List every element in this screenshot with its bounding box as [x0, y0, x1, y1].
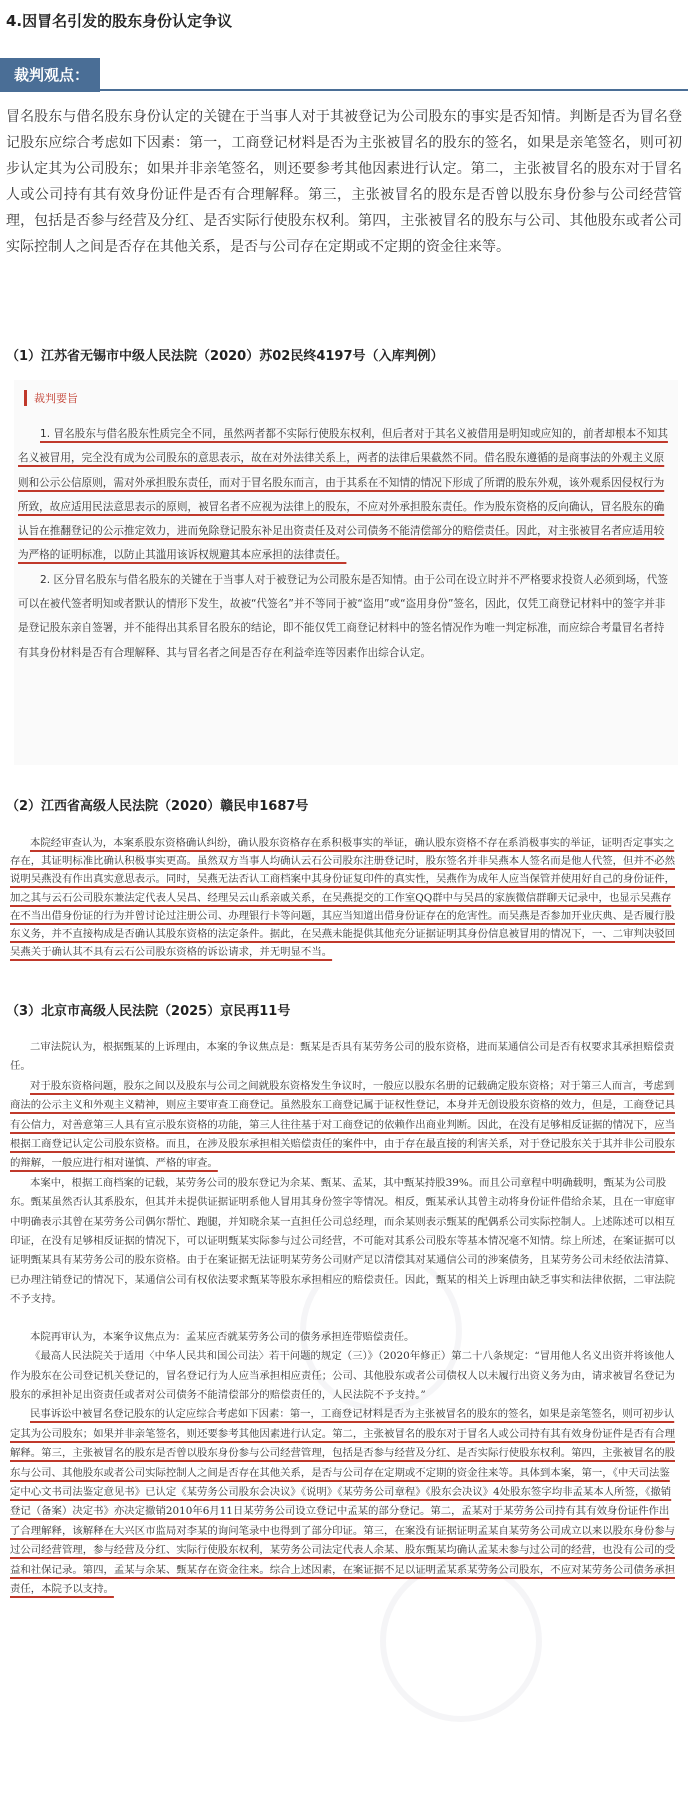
case3-p5: 《最高人民法院关于适用〈中华人民共和国公司法〉若干问题的规定（三）》（2020年修正）第二十八条规定：“冒用他人名义出资并将该他人作为股东在公司登记机关登记的，冒名登记行为人应当承担相应责任；公司、其他股东或者公司债权人以未履行出资义务为由，请求被冒名登记为股东的承担补足出资责任或者对公司债务不能清偿部分的赔偿责任的，人民法院不予支持。” — [10, 1350, 675, 1401]
case3-heading: （3）北京市高级人民法院（2025）京民再11号 — [6, 1004, 291, 1019]
case2-text: 本院经审查认为，本案系股东资格确认纠纷，确认股东资格存在系积极事实的举证，确认股东资格不存在系消极事实的举证，证明否定事实之存在，其证明标准比确认积极事实更高。虽然双方当事人均确认云石公司股东注册登记时，股东签名并非吴燕本人签名而是他人代签，但并不必然说明吴燕没有作出真实意思表示。同时，吴燕无法否认工商档案中其身份证复印件的真实性，吴燕作为成年人应当保管并使用好自己的身份证件，加之其与云石公司股东兼法定代表人吴昌、经理吴云山系亲戚关系，在吴燕提交的工作室QQ群中与吴昌的家族微信群聊天记录中，也显示吴燕存在不当出借身份证的行为并曾讨论过注册公司、办理银行卡等问题，其应当知道出借身份证存在的危害性。而吴燕是否参加开业庆典、是否履行股东义务，并不直接构成是否确认其股东资格的法定条件。据此，在吴燕未能提供其他充分证据证明其身份信息被冒用的情况下，一、二审判决驳回吴燕关于确认其不具有云石公司股东资格的诉讼请求，并无明显不当。 — [10, 837, 675, 959]
case1-card — [14, 380, 678, 765]
case1-point-2: 2. 区分冒名股东与借名股东的关键在于当事人对于被登记为公司股东是否知情。由于公司在设立时并不严格要求投资人必须到场，代签可以在被代签者明知或者默认的情形下发生，故被“代签名”并不等同于被“盗用”或“盗用身份”签名，因此，仅凭工商登记材料中的签字并非是登记股东亲自签署，并不能得出其系冒名股东的结论，即不能仅凭工商登记材料中的签名情况作为唯一判定标准，而应综合考量冒名者持有其身份材料是否有合理解释、其与冒名者之间是否存在利益牵连等因素作出综合认定。 — [18, 573, 668, 659]
divider — [100, 89, 688, 91]
case2-heading: （2）江西省高级人民法院（2020）赣民申1687号 — [6, 799, 309, 814]
case3-p6: 民事诉讼中被冒名登记股东的认定应综合考虑如下因素：第一，工商登记材料是否为主张被冒名的股东的签名，如果是亲笔签名，则可初步认定其为公司股东；如果并非亲笔签名，则还要参考其他因素进行认定。第二，主张被冒名的股东对于冒名人或公司持有其有效身份证件是否有合理解释。第三，主张被冒名的股东是否曾以股东身份参与公司经营管理，包括是否参与经营及分红、是否实际行使股东权利。第四，主张被冒名的股东与公司、其他股东或者公司实际控制人之间是否存在其他关系，是否与公司存在定期或不定期的资金往来等。具体到本案，第一，《中天司法鉴定中心文书司法鉴定意见书》已认定《某劳务公司股东会决议》《说明》《某劳务公司章程》《股东会决议》4处股东签字均非孟某本人所签，《撤销登记（备案）决定书》亦决定撤销2010年6月11日某劳务公司设立登记中孟某的部分登记。第二，孟某对于某劳务公司持有其有效身份证件作出了合理解释，该解释在大兴区市监局对李某的询问笔录中也得到了部分印证。第三，在案没有证据证明孟某自某劳务公司成立以来以股东身份参与过公司经营管理，参与经营及分红、实际行使股东权利，某劳务公司法定代表人余某、股东甄某均确认孟某未参与过公司的经营，也没有公司的受益和社保记录。第四，孟某与余某、甄某存在资金往来。综合上述因素，在案证据不足以证明孟某系某劳务公司股东，不应对某劳务公司债务承担责任，本院予以支持。 — [10, 1408, 675, 1595]
viewpoint-tag: 裁判观点： — [0, 58, 100, 92]
case3-p3: 本案中，根据工商档案的记载，某劳务公司的股东登记为余某、甄某、孟某，其中甄某持股39%。而且公司章程中明确载明，甄某为公司股东。甄某虽然否认其系股东，但其并未提供证据证明系他人冒用其身份签字等情况。相反，甄某承认其曾主动将身份证件借给余某，且在一审庭审中明确表示其曾在某劳务公司偶尔帮忙、跑腿，并知晓余某一直担任公司总经理，而余某则表示甄某的配偶系公司实际控制人。上述陈述可以相互印证，在没有足够相反证据的情况下，可以证明甄某实际参与过公司经营，不可能对其系公司股东等基本情况毫不知情。综上所述，在案证据可以证明甄某具有某劳务公司的股东资格。由于在案证据无法证明某劳务公司财产足以清偿其对某通信公司的涉案债务，且某劳务公司未经依法清算、已办理注销登记的情况下，某通信公司有权依法要求甄某等股东承担相应的赔偿责任。因此，甄某的相关上诉理由缺乏事实和法律依据，二审法院不予支持。 — [10, 1176, 675, 1306]
case2-text-block — [10, 834, 678, 961]
case3-p2: 对于股东资格问题，股东之间以及股东与公司之间就股东资格发生争议时，一般应以股东名册的记载确定股东资格；对于第三人而言，考虑到商法的公示主义和外观主义精神，则应主要审查工商登记。虽然股东工商登记属于证权性登记，本身并无创设股东资格的效力，但是，工商登记具有公信力，对善意第三人具有宣示股东资格的功能，第三人往往基于对工商登记的依赖作出商业判断。因此，在没有足够相反证据的情况下，应当根据工商登记认定公司股东资格。而且，在涉及股东承担相关赔偿责任的案件中，由于存在最直接的利害关系，对于登记股东关于其并非公司股东的辩解，一般应进行相对谨慎、严格的审查。 — [10, 1079, 675, 1170]
intro-paragraph: 冒名股东与借名股东身份认定的关键在于当事人对于其被登记为公司股东的事实是否知情。判断是否为冒名登记股东应综合考虑如下因素：第一，工商登记材料是否为主张被冒名的股东的签名，如果是亲笔签名，则可初步认定其为公司股东；如果并非亲笔签名，则还要参考其他因素进行认定。第二，主张被冒名的股东对于冒名人或公司持有其有效身份证件是否有合理解释。第三，主张被冒名的股东是否曾以股东身份参与公司经营管理，包括是否参与经营及分红、是否实际行使股东权利。第四，主张被冒名的股东与公司、其他股东或者公司实际控制人之间是否存在其他关系，是否与公司存在定期或不定期的资金往来等。 — [6, 109, 682, 255]
case1-heading: （1）江苏省无锡市中级人民法院（2020）苏02民终4197号（入库判例） — [6, 349, 444, 364]
case3-p4: 本院再审认为，本案争议焦点为：孟某应否就某劳务公司的债务承担连带赔偿责任。 — [30, 1330, 415, 1343]
case3-p1: 二审法院认为，根据甄某的上诉理由，本案的争议焦点是：甄某是否具有某劳务公司的股东资格，进而某通信公司是否有权要求其承担赔偿责任。 — [10, 1041, 675, 1073]
case1-text — [18, 422, 672, 665]
section-title: 4.因冒名引发的股东身份认定争议 — [6, 12, 233, 30]
viewpoint-banner — [0, 58, 688, 92]
case1-point-1: 1. 冒名股东与借名股东性质完全不同，虽然两者都不实际行使股东权利，但后者对于其名义被借用是明知或应知的，前者却根本不知其名义被冒用，完全没有成为公司股东的意思表示，故在对外法律关系上，两者的法律后果截然不同。借名股东遵循的是商事法的外观主义原则和公示公信原则，需对外承担股东责任，而对于冒名股东而言，由于其系在不知情的情况下形成了所谓的股东外观，该外观系因侵权行为所致，故应适用民法意思表示的原则，被冒名者不应视为法律上的股东，不应对外承担股东责任。作为股东资格的反向确认，冒名股东的确认旨在推翻登记的公示推定效力，进而免除登记股东补足出资责任及对公司债务不能清偿部分的赔偿责任。因此，对主张被冒名者应适用较为严格的证明标准，以防止其滥用该诉权规避其本应承担的法律责任。 — [18, 428, 668, 562]
case3-text-block — [10, 1038, 678, 1599]
case1-label: 裁判要旨 — [24, 390, 78, 406]
